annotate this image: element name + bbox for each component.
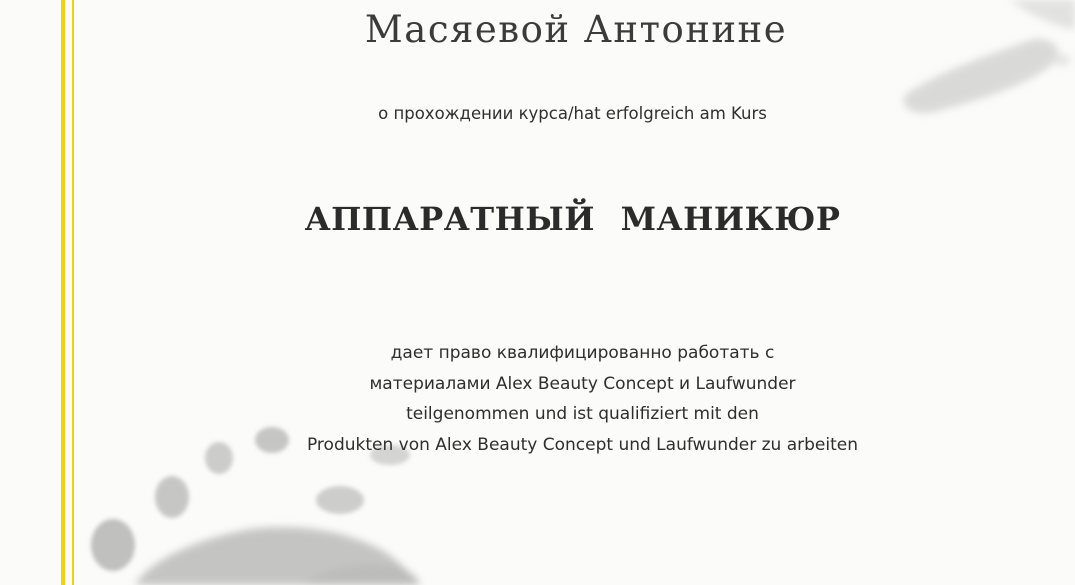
recipient-name: Масяевой Антонине	[364, 8, 788, 51]
description-line: материалами Alex Beauty Concept и Laufwunder	[369, 373, 796, 394]
description-line: Produkten von Alex Beauty Concept und Laufwunder zu arbeiten	[306, 434, 859, 455]
gold-border-outer	[61, 0, 65, 585]
course-intro: о прохождении курса/hat erfolgreich am Kurs	[378, 104, 767, 123]
foot-sole-smudge	[135, 527, 420, 585]
description	[90, 338, 1075, 460]
course-title: АППАРАТНЫЙ МАНИКЮР	[304, 200, 841, 238]
description-line: teilgenommen und ist qualifiziert mit den	[406, 404, 759, 424]
gold-border-inner	[72, 0, 74, 585]
description-line: дает право квалифицированно работать с	[390, 343, 775, 363]
